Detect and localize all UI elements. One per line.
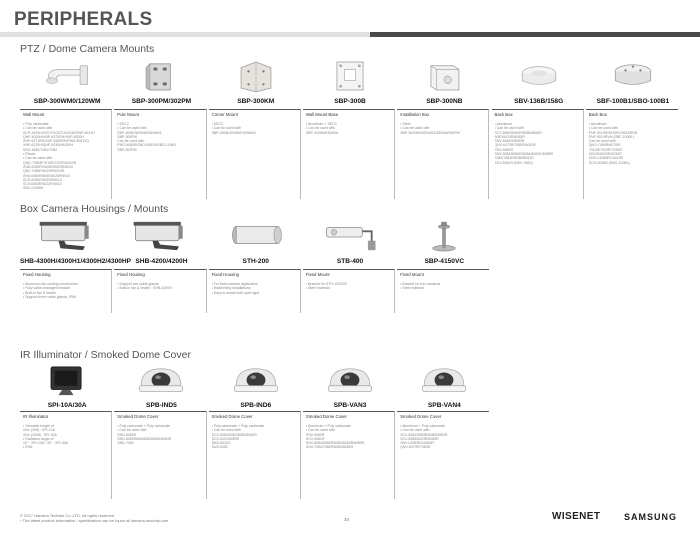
product-name: SHB-4300H/4300H1/4300H2/4300HP <box>20 258 132 265</box>
spec-list <box>212 122 298 135</box>
spec-box <box>20 109 112 199</box>
spec-box <box>20 269 112 313</box>
product-card <box>209 57 303 199</box>
section-title-ir-illuminator: IR Illuminator / Smoked Dome Cover <box>20 349 191 361</box>
spec-line: SCV-6081R <box>305 436 325 441</box>
spec-box <box>209 109 301 199</box>
spec-line: SNV-5084/5084R/6084/6084R/6085R <box>494 152 554 157</box>
section-ptz-mounts <box>20 57 680 207</box>
spec-line: 10m (33ft) : SPI-10A <box>23 428 55 433</box>
product-name: SPI-10A/30A <box>47 402 87 409</box>
product-type: Back Box <box>588 112 607 117</box>
product-type: Fixed Mount <box>400 272 424 277</box>
spec-line: • Aluminum + Poly carbonate <box>400 424 446 428</box>
spec-line: PNO-9080R/SNO-8081R/SBO-100B1 <box>117 143 177 148</box>
spec-line: • Radiation angle of <box>23 436 54 441</box>
section-ir-illuminator <box>20 363 680 503</box>
spec-line: • Built-in fan & heater <box>23 290 56 295</box>
spec-line: SBP-302PM <box>117 147 137 152</box>
product-name: SHB-4200/4200H <box>135 258 188 265</box>
product-card <box>20 217 132 313</box>
product-name: SBP-300B <box>334 98 366 105</box>
spec-line: • Poly carbonate + Poly carbonate <box>117 424 171 428</box>
spec-line: 5082/6023R/6083R <box>494 134 525 139</box>
product-card <box>492 57 586 199</box>
wisenet-logo: WISENET <box>552 511 601 522</box>
smoked-dome-icon <box>114 363 208 399</box>
spec-list <box>23 282 109 299</box>
spec-line: SNO-L6083R/L6013R <box>588 156 624 161</box>
spec-line: • Bracket for STH-100/200 <box>305 282 347 286</box>
product-type: Smoked Dome Cover <box>400 414 442 419</box>
smoked-dome-icon <box>303 363 397 399</box>
spec-line: • Built-in fan & heater : SHB-4200H <box>117 286 172 291</box>
spec-line: SCV-6081R (SBV-158G) <box>494 160 533 165</box>
spec-line: • Can be used with <box>117 126 147 131</box>
product-type: Fixed Housing <box>117 272 145 277</box>
spec-line: PNF-9010R/9010RV/9010RVM <box>588 130 638 135</box>
spec-line: • Fully cable-managed bracket <box>23 286 71 291</box>
product-card <box>586 57 680 199</box>
title-underline-accent <box>370 32 700 37</box>
spec-line: QNV-7080R/6020R/6010R <box>23 169 65 174</box>
spec-line: SNV-7084/7084R/8080/8081R <box>305 445 354 450</box>
product-name: SBV-136B/158G <box>514 98 564 105</box>
spec-line: • Support two cable glands <box>117 282 159 286</box>
spec-line: 10° : SPI-10A / 30° : SPI-30A <box>23 441 69 446</box>
product-name: SPB-IND6 <box>240 402 272 409</box>
product-card <box>303 217 397 313</box>
spec-list <box>589 122 676 165</box>
product-name: SBF-100B1/SBO-100B1 <box>596 98 670 105</box>
product-card <box>209 217 303 313</box>
ir-illuminator-icon <box>20 363 114 399</box>
product-card <box>303 57 397 199</box>
spec-line: SCD-6083R/6023R/6013 <box>23 177 62 182</box>
spec-line: SBP-300WM/300KM <box>305 130 339 135</box>
spec-line: • Can be used with <box>23 156 53 161</box>
spec-list <box>23 424 109 450</box>
spec-line: • Plastic <box>23 152 36 157</box>
spec-line: SNO-6081/7081/7082 <box>23 147 58 152</box>
spec-line: SBP-300PM <box>117 134 137 139</box>
spec-line: • Viewable length of <box>23 424 54 428</box>
section-box-housings <box>20 217 680 347</box>
spec-line: • Poly carbonate + Poly carbonate <box>211 424 265 428</box>
spec-box <box>209 411 301 499</box>
box-housing-icon <box>114 217 208 255</box>
spec-line: 30m (100ft) : SPI-30A <box>23 432 57 437</box>
spec-line: QNO-7080R/6070R/ <box>588 143 621 148</box>
spec-line: • Can be used with <box>305 428 336 433</box>
ceiling-bracket-icon <box>397 217 491 255</box>
product-name: SBP-300KM <box>237 98 275 105</box>
section-title-box-housings: Box Camera Housings / Mounts <box>20 203 169 215</box>
page-title: PERIPHERALS <box>14 9 153 30</box>
spec-line: SCO-6083R (SBO-100B1) <box>588 160 630 165</box>
spec-line: 7084/7084R/8080/8081R <box>494 156 534 161</box>
spec-line: QNV-6070R/7080R/6010R <box>494 143 536 148</box>
spec-line: SBP-300WM/300WM1/300NM/300PM <box>400 130 460 135</box>
wall-mount-icon <box>20 57 114 95</box>
product-card <box>114 363 208 499</box>
spec-line: SCV-5085/6023R/6083R <box>400 436 439 441</box>
spec-line: QNP-6320H/XNP-6370RH/XNP-6320H <box>23 134 84 139</box>
spec-line: • Support three cable glands, IP66 <box>23 294 77 299</box>
spec-line: • Aluminum <box>494 122 513 126</box>
spec-box <box>114 411 206 499</box>
product-type: Smoked Dome Cover <box>305 414 347 419</box>
spec-list <box>23 122 109 191</box>
box-housing-icon <box>20 217 114 255</box>
spec-line: • Can be used with <box>211 428 241 433</box>
product-card <box>20 57 114 199</box>
product-type: IR Illuminator <box>23 414 49 419</box>
product-name: SBP-300WM0/120WM <box>33 98 101 105</box>
product-name: SBP-300PM/302PM <box>131 98 192 105</box>
spec-line: SNV-5084R/5080R <box>494 139 525 144</box>
spec-line: • IP66 <box>23 445 33 450</box>
section-title-ptz-mounts: PTZ / Dome Camera Mounts <box>20 43 155 55</box>
spec-line: QND-7080R/7010R/7020R/6010R <box>23 160 77 165</box>
installation-box-icon <box>397 57 491 95</box>
spec-line: • Bracket for box cameras <box>400 282 441 286</box>
spec-line: SND-6081R <box>117 432 137 437</box>
spec-line: XND-6080RV/6080/6020R/6010 <box>23 164 73 169</box>
back-box-icon <box>492 57 586 95</box>
spec-line: • SECC <box>211 122 224 126</box>
spec-line: • For fixed camera application <box>211 282 258 286</box>
spec-line: Can be used with <box>588 139 616 144</box>
product-name: SBP-4150VC <box>424 258 465 265</box>
spec-line: SCV-6083R/6023R/6013 <box>23 182 62 187</box>
product-card <box>397 363 491 499</box>
spec-list <box>117 424 203 445</box>
spec-list <box>400 122 486 135</box>
spec-line: SNV-5084/5084R/6084/6084R/6085R <box>305 441 365 446</box>
spec-line: • Can be used with <box>400 428 430 433</box>
spec-line: 6010R/6020R/6030R <box>588 152 622 157</box>
spec-line: SCP-3430H/3370TH/3371H/2430/SNP-6321H <box>23 130 95 135</box>
spec-line: • Aluminum <box>588 122 607 126</box>
spec-line: SND-7084 <box>117 441 134 446</box>
product-type: Fixed Housing <box>23 272 51 277</box>
spec-list <box>400 282 487 291</box>
spec-line: XNP-6120H/QNP-6230H/6250H <box>23 143 73 148</box>
spec-line: • Aluminum + SECC <box>305 122 338 126</box>
spec-line: SND-6011R <box>211 441 231 446</box>
spec-list <box>117 282 203 291</box>
spec-box <box>586 109 678 199</box>
corner-mount-icon <box>209 57 303 95</box>
product-type: Installation Box <box>400 112 430 117</box>
spec-line: SBP-300B/300WM/300WM1 <box>211 130 256 135</box>
spec-line: • Easy to install side-open type <box>211 290 260 295</box>
product-name: SPB-VAN3 <box>333 402 367 409</box>
product-type: Pole Mount <box>117 112 140 117</box>
spec-line: 7010R/7020R/7030R/ <box>588 147 623 152</box>
spec-line: • Can be used with <box>588 126 619 131</box>
spec-line: SCD-5080/5082/5083/5083R <box>211 432 257 437</box>
spec-line: • Can be used with <box>400 126 430 131</box>
product-name: SBP-300NB <box>426 98 463 105</box>
footer-note: * The latest product information / specification can be found at hanwha-security.com <box>20 518 169 523</box>
product-type: Back Box <box>494 112 513 117</box>
spec-line: • Can be used with <box>211 126 241 131</box>
product-card <box>114 217 208 313</box>
tube-housing-icon <box>209 217 303 255</box>
product-card <box>114 57 208 199</box>
spec-line: QNV-6070R/7080R <box>400 445 431 450</box>
product-card <box>20 363 114 499</box>
product-name: STH-200 <box>242 258 269 265</box>
copyright-text: © 2017 Hanwha Techwin Co.,LTD. All rights reserved. <box>20 513 116 518</box>
spec-list <box>212 282 298 295</box>
spec-box <box>397 109 489 199</box>
spec-line: • SECC <box>117 122 130 126</box>
footer-copyright <box>20 513 168 523</box>
product-type: Corner Mount <box>211 112 238 117</box>
product-type: Wall Mount Base <box>305 112 339 117</box>
spec-line: • Aluminum die-casting construction <box>23 282 79 286</box>
spec-line: XNP-6371RH/XNP-6550RH/PNM-9081VQ <box>23 139 90 144</box>
product-card <box>303 363 397 499</box>
spec-line: SCV-5082/5083R/5085/5083R <box>494 130 542 135</box>
spec-list <box>306 424 392 450</box>
spec-box <box>492 109 584 199</box>
product-card <box>209 363 303 499</box>
spec-line: • Can be used with <box>305 126 336 131</box>
product-name: SPB-IND5 <box>146 402 177 409</box>
product-name: SPB-VAN4 <box>427 402 461 409</box>
spec-box <box>114 269 206 313</box>
spec-line: Can be used with <box>117 139 145 144</box>
spec-line: • Poly carbonate <box>23 122 49 126</box>
smoked-dome-icon <box>397 363 491 399</box>
spec-box <box>20 411 112 499</box>
spec-line: SCD-6021/6083R <box>211 436 240 441</box>
page-number: 34 <box>344 517 350 522</box>
product-type: Wall Mount <box>23 112 45 117</box>
spec-list <box>306 282 392 291</box>
spec-line: XNV-6080R/6080/6020R/6010 <box>23 173 71 178</box>
spec-line: SBP-300B/300WM/300WM1 <box>117 130 162 135</box>
samsung-logo: SAMSUNG <box>624 512 678 522</box>
spec-line: • Steel material <box>305 286 330 291</box>
spec-line: • Wall/ceiling installations <box>211 286 251 291</box>
product-type: Smoked Dome Cover <box>117 414 159 419</box>
spec-line: SND-5083/5084/6083/6084/6084R <box>117 436 172 441</box>
product-type: Fixed Housing <box>211 272 240 277</box>
spec-line: PNF-9010RVM (SBF-100B1) <box>588 134 634 139</box>
spec-line: • Steel material <box>400 286 424 291</box>
product-type: Smoked Dome Cover <box>211 414 253 419</box>
product-name: STB-400 <box>336 258 364 265</box>
spec-box <box>303 269 395 313</box>
spec-box <box>303 109 395 199</box>
spec-line: PNV-9080R <box>305 432 325 437</box>
smoked-dome-icon <box>209 363 303 399</box>
product-type: Fixed Mount <box>305 272 330 277</box>
spec-line: SNV-L5083R/L6083R <box>400 441 434 446</box>
spec-line: SCV-5082/5083R/5085/5083R <box>400 432 448 437</box>
spec-box <box>397 411 489 499</box>
spec-line: • Can be used with <box>117 428 147 433</box>
product-card <box>397 217 491 313</box>
pole-mount-icon <box>114 57 208 95</box>
spec-list <box>212 424 298 450</box>
spec-line: • Can be used with <box>23 126 53 131</box>
spec-line: • Can be used with <box>494 126 524 131</box>
spec-box <box>397 269 489 313</box>
spec-list <box>306 122 392 135</box>
spec-list <box>117 122 203 152</box>
spec-box <box>303 411 395 499</box>
product-card <box>397 57 491 199</box>
wall-mount-base-icon <box>303 57 397 95</box>
spec-line: SUD-5082 <box>211 445 228 450</box>
spec-line: • Aluminum + Poly carbonate <box>305 424 351 428</box>
wall-bracket-icon <box>303 217 397 255</box>
spec-line: SBV-120WM <box>23 186 44 191</box>
spec-line: • Steel <box>400 122 411 126</box>
spec-box <box>114 109 206 199</box>
back-box-round-icon <box>586 57 680 95</box>
spec-list <box>495 122 581 165</box>
spec-box <box>209 269 301 313</box>
spec-line: PNV-9080R <box>494 147 513 152</box>
spec-list <box>400 424 487 450</box>
